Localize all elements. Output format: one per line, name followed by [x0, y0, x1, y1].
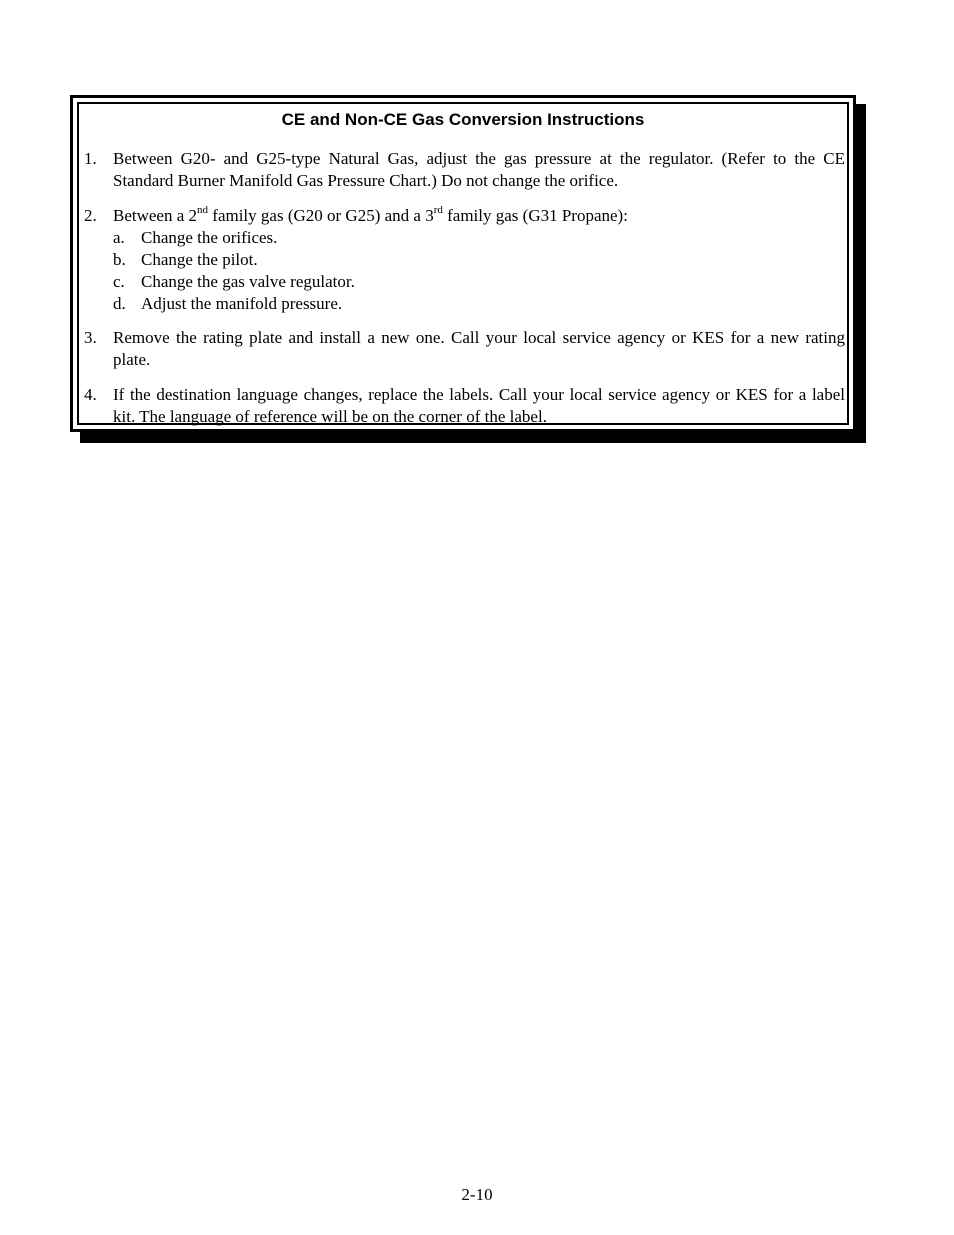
item-number: 2. [84, 206, 97, 225]
ordinal-suffix: rd [433, 204, 443, 217]
item-text: Between a 2nd family gas (G20 or G25) and a 3rd family gas (G31 Propane): [113, 204, 628, 225]
sub-item-a: a. Change the orifices. [113, 228, 278, 247]
instruction-item-4 [84, 384, 845, 428]
item-text: Remove the rating plate and install a new one. Call your local service agency or KES for a new rating plate. [113, 328, 845, 369]
instruction-item-2 [84, 205, 845, 315]
instruction-item-3 [84, 327, 845, 371]
sub-item-c: c. Change the gas valve regulator. [113, 272, 355, 291]
instruction-item-1 [84, 148, 845, 192]
item-number: 1. [84, 149, 97, 168]
item-number: 3. [84, 328, 97, 347]
ordinal-suffix: nd [197, 204, 209, 217]
box-title: CE and Non-CE Gas Conversion Instructions [281, 110, 645, 129]
sub-item-b: b. Change the pilot. [113, 250, 258, 269]
page-number: 2-10 [461, 1185, 493, 1204]
instruction-box [70, 95, 856, 432]
item-number: 4. [84, 385, 97, 404]
sub-item-d: d. Adjust the manifold pressure. [113, 294, 343, 313]
instruction-box-inner [77, 102, 849, 425]
item-text: Between G20- and G25-type Natural Gas, adjust the gas pressure at the regulator. (Refer to the CE Standard Burner Manifold Gas Pressure Chart.) Do not change the orifice. [113, 149, 845, 190]
item-text: If the destination language changes, replace the labels. Call your local service agency or KES for a label kit. The language of reference will be on the corner of the label. [113, 385, 845, 426]
